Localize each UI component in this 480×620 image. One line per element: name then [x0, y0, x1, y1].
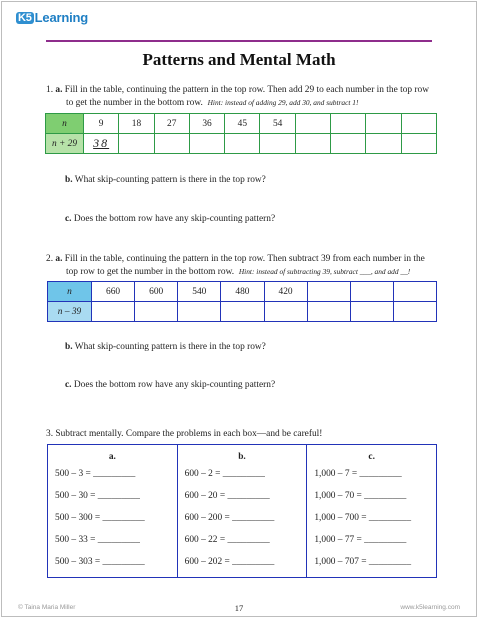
logo-k5: K5: [18, 11, 32, 24]
q3-problem[interactable]: 1,000 – 77 = _________: [314, 535, 407, 545]
worksheet-page: [1, 1, 477, 617]
q1-top-cell: 54: [260, 114, 295, 134]
q2-c-label: c.: [65, 380, 72, 390]
q1-top-cell: 18: [119, 114, 154, 134]
q2-b-text: What skip-counting pattern is there in the top row?: [74, 342, 266, 352]
footer-site: www.k5learning.com: [400, 604, 460, 611]
q3-problem[interactable]: 1,000 – 700 = _________: [314, 513, 412, 523]
q3-problem[interactable]: 600 – 200 = _________: [184, 513, 275, 523]
q2-a-label: a.: [55, 254, 63, 264]
q2-row2-header-text: n – 39: [57, 306, 82, 317]
q1-bottom-cell-blank[interactable]: [189, 134, 224, 154]
q1-row-header-n: n: [46, 114, 84, 134]
q1-b-text: What skip-counting pattern is there in the top row?: [74, 175, 266, 185]
q1-table: [45, 113, 437, 154]
q1-c-text: Does the bottom row have any skip-counting pattern?: [73, 214, 276, 224]
q2-instruction-line1: [46, 253, 425, 266]
q2-instruction-line2: [66, 266, 410, 279]
q1-instruction-text2: to get the number in the bottom row.: [66, 98, 203, 108]
q3-column-a-head: a.: [108, 452, 116, 462]
q2-bottom-row: [48, 302, 437, 322]
q2-bottom-cell-blank[interactable]: [350, 302, 393, 322]
q2-row-header-n-minus-39: [48, 302, 92, 322]
q1-top-cell-blank[interactable]: [331, 114, 366, 134]
q2-bottom-cell-blank[interactable]: [264, 302, 307, 322]
q1-instruction-text1: Fill in the table, continuing the pattern in the top row. Then add 29 to each number in the top row: [64, 85, 429, 95]
k5-logo: [16, 10, 88, 25]
q2-part-b: [65, 341, 266, 354]
q1-part-c: [65, 213, 275, 226]
q1-top-cell: 45: [225, 114, 260, 134]
logo-text: Learning: [34, 10, 88, 25]
q1-top-cell: 36: [189, 114, 224, 134]
q1-bottom-cell-blank[interactable]: [119, 134, 154, 154]
q2-top-cell: 600: [135, 282, 178, 302]
page-number: 17: [234, 603, 244, 613]
header-rule: [46, 40, 432, 42]
q2-c-text: Does the bottom row have any skip-counting pattern?: [73, 380, 276, 390]
q1-handwritten-answer: 38: [93, 136, 110, 150]
q3-column-b: [178, 445, 308, 577]
q3-problem[interactable]: 1,000 – 70 = _________: [314, 491, 407, 501]
q1-bottom-cell-blank[interactable]: [154, 134, 189, 154]
footer-copyright: © Taina Maria Miller: [18, 604, 76, 611]
q3-instruction: 3. Subtract mentally. Compare the problems in each box—and be careful!: [46, 429, 323, 439]
q2-bottom-cell-blank[interactable]: [92, 302, 135, 322]
q3-problem[interactable]: 600 – 22 = _________: [184, 535, 270, 545]
q2-table: [47, 281, 437, 322]
q3-column-b-head: b.: [238, 452, 246, 462]
q2-top-cell: 660: [92, 282, 135, 302]
q1-bottom-cell-blank[interactable]: [366, 134, 401, 154]
q1-c-label: c.: [65, 214, 72, 224]
q2-b-label: b.: [65, 342, 73, 352]
q1-b-label: b.: [65, 175, 73, 185]
q1-bottom-cell-blank[interactable]: [225, 134, 260, 154]
q1-top-cell-blank[interactable]: [295, 114, 330, 134]
q2-bottom-cell-blank[interactable]: [178, 302, 221, 322]
q1-bottom-cell-example: [84, 134, 119, 154]
q1-top-cell: 27: [154, 114, 189, 134]
q3-problem[interactable]: 500 – 300 = _________: [55, 513, 145, 523]
q1-hint: Hint: instead of adding 29, add 30, and subtract 1!: [207, 98, 359, 107]
q2-top-cell-blank[interactable]: [307, 282, 350, 302]
q2-top-cell-blank[interactable]: [350, 282, 393, 302]
q3-problem[interactable]: 1,000 – 7 = _________: [314, 469, 402, 479]
q1-bottom-cell-blank[interactable]: [295, 134, 330, 154]
q2-top-cell: 480: [221, 282, 264, 302]
q3-problem[interactable]: 500 – 303 = _________: [55, 557, 145, 567]
q1-top-cell-blank[interactable]: [366, 114, 401, 134]
q2-part-c: [65, 379, 275, 392]
q3-problem-box: [47, 444, 437, 578]
q2-instruction-text1: Fill in the table, continuing the pattern in the top row. Then subtract 39 from each number in the: [64, 254, 425, 264]
q1-part-b: [65, 174, 266, 187]
q2-row-header-n: n: [48, 282, 92, 302]
q1-instruction-line2: [66, 97, 358, 110]
q3-column-c-head: c.: [368, 452, 375, 462]
q2-bottom-cell-blank[interactable]: [307, 302, 350, 322]
q3-problem[interactable]: 600 – 20 = _________: [184, 491, 270, 501]
q2-top-cell: 540: [178, 282, 221, 302]
q2-top-cell-blank[interactable]: [393, 282, 436, 302]
q1-bottom-cell-blank[interactable]: [260, 134, 295, 154]
page-title: Patterns and Mental Math: [142, 50, 336, 69]
q2-bottom-cell-blank[interactable]: [135, 302, 178, 322]
q3-problem[interactable]: 500 – 3 = _________: [55, 469, 136, 479]
q3-problem[interactable]: 500 – 33 = _________: [55, 535, 140, 545]
q1-bottom-cell-blank[interactable]: [401, 134, 436, 154]
q2-top-row: [48, 282, 437, 302]
q1-top-row: [46, 114, 437, 134]
q1-row-header-n-plus-29: [46, 134, 84, 154]
q2-top-cell: 420: [264, 282, 307, 302]
q2-bottom-cell-blank[interactable]: [221, 302, 264, 322]
q1-bottom-cell-blank[interactable]: [331, 134, 366, 154]
q2-hint: Hint: instead of subtracting 39, subtract ___, and add __!: [238, 267, 411, 276]
q3-problem[interactable]: 600 – 202 = _________: [184, 557, 275, 567]
q3-column-c: [307, 445, 436, 577]
q3-problem[interactable]: 600 – 2 = _________: [184, 469, 265, 479]
q2-number: 2.: [46, 254, 54, 264]
q1-instruction-line1: [46, 84, 429, 97]
q3-column-a: [48, 445, 178, 577]
q1-number: 1.: [46, 85, 54, 95]
q3-problem[interactable]: 500 – 30 = _________: [55, 491, 140, 501]
q1-bottom-row: [46, 134, 437, 154]
q1-top-cell: 9: [84, 114, 119, 134]
q1-top-cell-blank[interactable]: [401, 114, 436, 134]
q3-problem[interactable]: 1,000 – 707 = _________: [314, 557, 412, 567]
q2-instruction-text2: top row to get the number in the bottom row.: [66, 267, 235, 277]
q1-row2-header-text: n + 29: [51, 138, 78, 149]
q2-bottom-cell-blank[interactable]: [393, 302, 436, 322]
q1-a-label: a.: [55, 85, 63, 95]
